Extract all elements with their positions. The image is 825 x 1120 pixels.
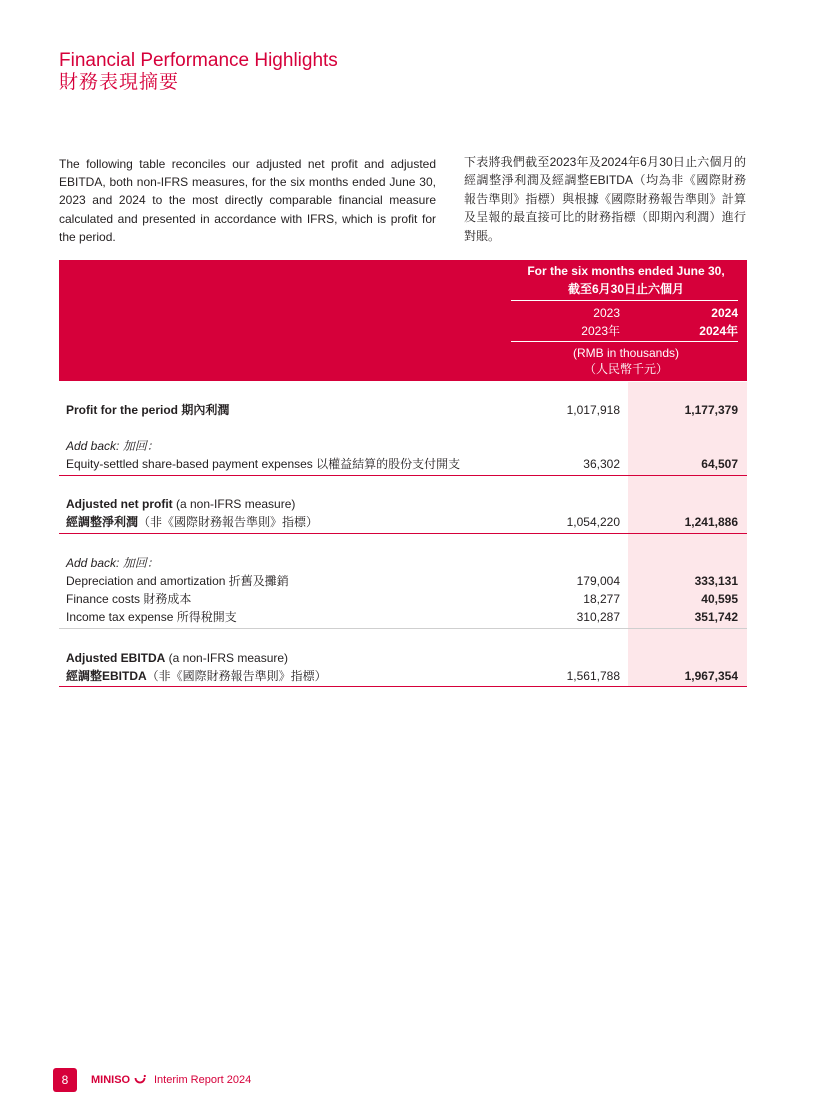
value-2024: 1,241,886 [684, 515, 738, 529]
row-label-zh: 經調整EBITDA（非《國際財務報告準則》指標） [66, 669, 327, 683]
value-2023: 310,287 [576, 610, 620, 624]
row-label: Profit for the period 期內利潤 [66, 403, 230, 417]
page-title-zh: 財務表現摘要 [59, 72, 180, 93]
value-2024: 1,967,354 [684, 669, 738, 683]
row-label-zh: 經調整淨利潤（非《國際財務報告準則》指標） [66, 515, 319, 529]
value-2024: 64,507 [701, 457, 738, 471]
table-row-equity [59, 456, 747, 472]
column-2024-zh: 2024年 [699, 324, 738, 338]
row-divider [59, 475, 747, 476]
value-2024: 351,742 [694, 610, 738, 624]
table-row-finance-costs [59, 591, 747, 607]
period-heading-zh: 截至6月30日止六個月 [567, 282, 685, 296]
header-divider [511, 300, 738, 301]
period-heading: For the six months ended June 30, [527, 264, 725, 278]
table-row-adjusted-net [59, 514, 747, 530]
add-back-label: Add back: 加回： [66, 556, 159, 570]
brand-name: MINISO [91, 1074, 131, 1086]
value-2023: 1,561,788 [566, 669, 620, 683]
miniso-smile-icon [133, 1073, 147, 1087]
value-2024: 40,595 [701, 592, 738, 606]
value-2024: 1,177,379 [684, 403, 738, 417]
table-row-profit [59, 402, 747, 418]
table-row-adjusted-ebitda [59, 668, 747, 684]
unit-label-zh: （人民幣千元） [583, 362, 668, 376]
value-2023: 179,004 [576, 574, 620, 588]
table-header [59, 260, 747, 381]
column-2023: 2023 [593, 306, 620, 320]
table-row-adjusted-ebitda-en [59, 650, 747, 666]
row-label: Depreciation and amortization 折舊及攤銷 [66, 574, 289, 588]
column-2023-zh: 2023年 [581, 324, 620, 338]
value-2024: 333,131 [694, 574, 738, 588]
page-title: Financial Performance Highlights [59, 50, 338, 71]
table-row-income-tax [59, 609, 747, 625]
column-2024-highlight [628, 382, 747, 687]
intro-paragraph-en: The following table reconciles our adjusted net profit and adjusted EBITDA, both non-IFRS measures, for the six months ended June 30, 2023 and 2024 to the most directly comparable financial measure calculated and presented in accordance with IFRS, which is profit for the period. [59, 157, 436, 244]
row-divider [59, 686, 747, 687]
unit-label: (RMB in thousands) [572, 346, 680, 360]
row-label: Income tax expense 所得稅開支 [66, 610, 237, 624]
value-2023: 1,017,918 [566, 403, 620, 417]
value-2023: 1,054,220 [566, 515, 620, 529]
header-divider [511, 341, 738, 342]
row-divider [59, 533, 747, 534]
row-label: Adjusted EBITDA (a non-IFRS measure) [66, 651, 289, 665]
row-divider [59, 628, 747, 629]
row-label: Equity-settled share-based payment expenses 以權益結算的股份支付開支 [66, 457, 461, 471]
table-row-adjusted-net-en [59, 496, 747, 512]
row-label: Adjusted net profit (a non-IFRS measure) [66, 497, 296, 511]
value-2023: 36,302 [583, 457, 620, 471]
report-title: Interim Report 2024 [154, 1074, 252, 1086]
page-number: 8 [53, 1068, 77, 1092]
row-label: Finance costs 財務成本 [66, 592, 192, 606]
value-2023: 18,277 [583, 592, 620, 606]
table-row-depreciation [59, 573, 747, 589]
intro-paragraph-zh: 下表將我們截至2023年及2024年6月30日止六個月的經調整淨利潤及經調整EBITDA（均為非《國際財務報告準則》指標）與根據《國際財務報告準則》計算及呈報的最直接可比的財務指標（即期內利潤）進行對賬。 [464, 155, 746, 243]
add-back-label: Add back: 加回： [66, 439, 159, 453]
column-2024: 2024 [711, 306, 738, 320]
